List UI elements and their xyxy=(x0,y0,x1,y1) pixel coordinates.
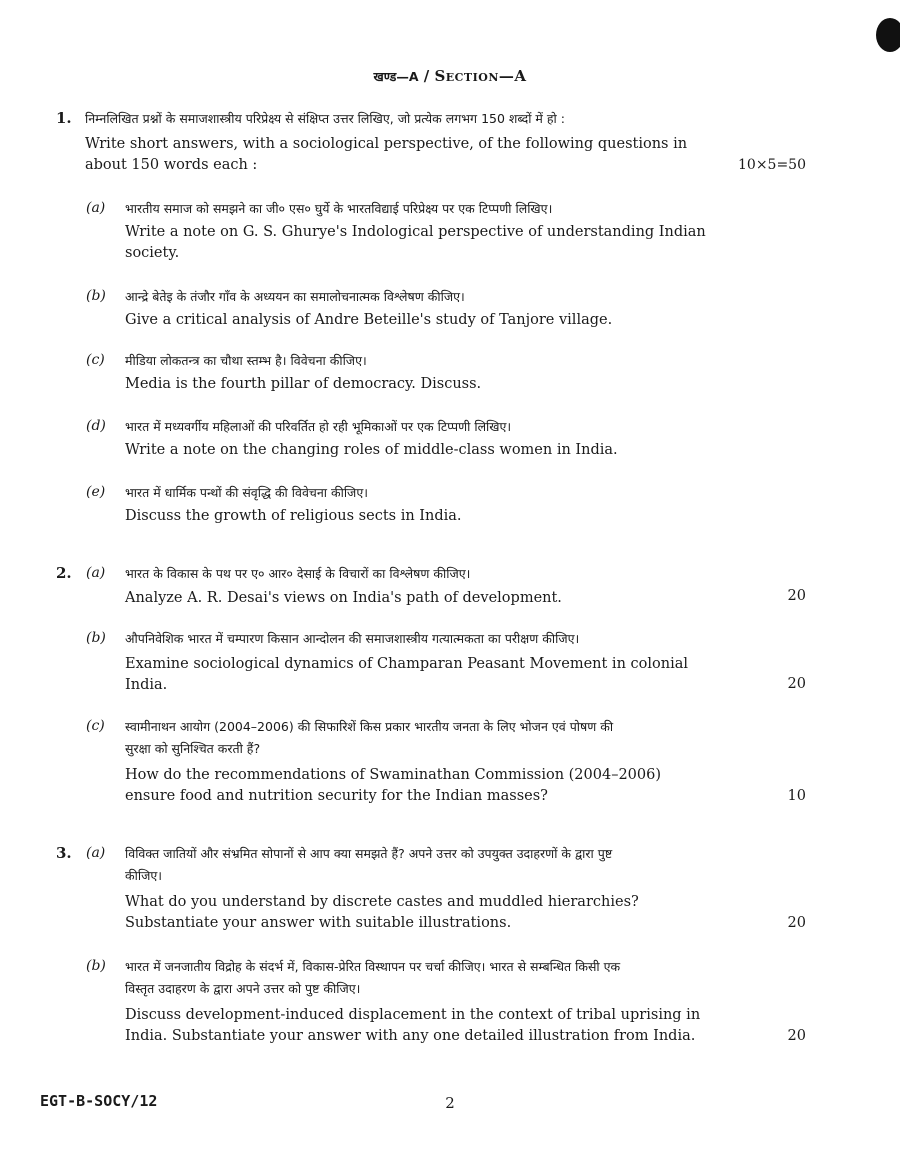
question-text-hindi: निम्नलिखित प्रश्नों के समाजशास्त्रीय परिप्रेक्ष्य से संक्षिप्त उत्तर लिखिए, जो प्रत्येक लगभग 150 शब्दों में हो : xyxy=(85,111,565,126)
part-label: (b) xyxy=(86,288,106,304)
part-text-english-line2: society. xyxy=(125,245,180,261)
corner-registration-mark xyxy=(876,18,900,52)
part-text-english-line1: How do the recommendations of Swaminathan Commission (2004–2006) xyxy=(125,767,662,783)
part-text-hindi: भारत में धार्मिक पन्थों की संवृद्धि की विवेचना कीजिए। xyxy=(125,485,368,500)
part-text-english-line1: What do you understand by discrete castes and muddled hierarchies? xyxy=(125,894,639,910)
part-marks: 20 xyxy=(787,676,806,692)
section-heading-separator: / xyxy=(418,67,435,85)
part-label: (b) xyxy=(86,630,106,646)
part-text-hindi: औपनिवेशिक भारत में चम्पारण किसान आन्दोलन की समाजशास्त्रीय गत्यात्मकता का परीक्षण कीजिए। xyxy=(125,631,580,646)
part-text-english-line1: Write a note on the changing roles of middle-class women in India. xyxy=(125,442,618,458)
question-number: 1. xyxy=(56,109,72,127)
part-text-english-line2: India. Substantiate your answer with any one detailed illustration from India. xyxy=(125,1028,696,1044)
part-text-hindi: भारत के विकास के पथ पर ए० आर० देसाई के विचारों का विश्लेषण कीजिए। xyxy=(125,566,471,581)
page-number: 2 xyxy=(445,1094,455,1112)
part-text-english-line1: Examine sociological dynamics of Champaran Peasant Movement in colonial xyxy=(125,656,688,672)
section-heading-hindi: खण्ड—A xyxy=(373,69,419,84)
question-number: 2. xyxy=(56,564,72,582)
part-marks: 10 xyxy=(787,788,806,804)
part-text-english-line1: Analyze A. R. Desai's views on India's path of development. xyxy=(125,590,562,606)
part-text-hindi-line1: स्वामीनाथन आयोग (2004–2006) की सिफारिशें किस प्रकार भारतीय जनता के लिए भोजन एवं पोषण की xyxy=(125,719,614,734)
part-marks: 20 xyxy=(787,588,806,604)
part-text-english-line1: Give a critical analysis of Andre Beteille's study of Tanjore village. xyxy=(125,312,613,328)
part-text-hindi-line2: सुरक्षा को सुनिश्चित करती हैं? xyxy=(125,741,261,756)
section-heading xyxy=(0,66,900,88)
part-marks: 20 xyxy=(787,1028,806,1044)
part-text-english-line1: Discuss the growth of religious sects in India. xyxy=(125,508,462,524)
part-label: (a) xyxy=(86,200,106,216)
part-label: (c) xyxy=(86,718,105,734)
paper-code: EGT-B-SOCY/12 xyxy=(40,1092,158,1110)
part-text-hindi: भारत में मध्यवर्गीय महिलाओं की परिवर्तित हो रही भूमिकाओं पर एक टिप्पणी लिखिए। xyxy=(125,419,512,434)
part-label: (a) xyxy=(86,565,106,581)
part-label: (e) xyxy=(86,484,106,500)
part-label: (d) xyxy=(86,418,106,434)
question-marks: 10×5=50 xyxy=(738,157,806,173)
part-text-english-line1: Discuss development-induced displacement in the context of tribal uprising in xyxy=(125,1007,701,1023)
part-text-hindi-line1: भारत में जनजातीय विद्रोह के संदर्भ में, विकास-प्रेरित विस्थापन पर चर्चा कीजिए। भारत से सम्बन्धित किसी एक xyxy=(125,959,621,974)
question-number: 3. xyxy=(56,844,72,862)
part-text-hindi-line1: विविक्त जातियों और संभ्रमित सोपानों से आप क्या समझते हैं? अपने उत्तर को उपयुक्त उदाहरणों के द्वारा पुष्ट xyxy=(125,846,613,861)
section-heading-english: Section—A xyxy=(434,67,527,85)
part-label: (a) xyxy=(86,845,106,861)
part-label: (c) xyxy=(86,352,105,368)
part-text-hindi-line2: कीजिए। xyxy=(125,868,163,883)
question-text-english-line2: about 150 words each : xyxy=(85,157,258,173)
part-text-english-line2: ensure food and nutrition security for the Indian masses? xyxy=(125,788,548,804)
part-text-english-line1: Media is the fourth pillar of democracy. Discuss. xyxy=(125,376,482,392)
part-text-english-line2: India. xyxy=(125,677,168,693)
part-text-english-line2: Substantiate your answer with suitable illustrations. xyxy=(125,915,512,931)
part-text-english-line1: Write a note on G. S. Ghurye's Indological perspective of understanding Indian xyxy=(125,224,706,240)
part-text-hindi: भारतीय समाज को समझने का जी० एस० घुर्ये के भारतविद्याई परिप्रेक्ष्य पर एक टिप्पणी लिखिए। xyxy=(125,201,553,216)
part-text-hindi: आन्द्रे बेतेइ के तंजौर गाँव के अध्ययन का समालोचनात्मक विश्लेषण कीजिए। xyxy=(125,289,465,304)
part-marks: 20 xyxy=(787,915,806,931)
part-label: (b) xyxy=(86,958,106,974)
part-text-hindi-line2: विस्तृत उदाहरण के द्वारा अपने उत्तर को पुष्ट कीजिए। xyxy=(125,981,361,996)
part-text-hindi: मीडिया लोकतन्त्र का चौथा स्तम्भ है। विवेचना कीजिए। xyxy=(125,353,367,368)
question-text-english-line1: Write short answers, with a sociological perspective, of the following questions in xyxy=(85,136,688,152)
